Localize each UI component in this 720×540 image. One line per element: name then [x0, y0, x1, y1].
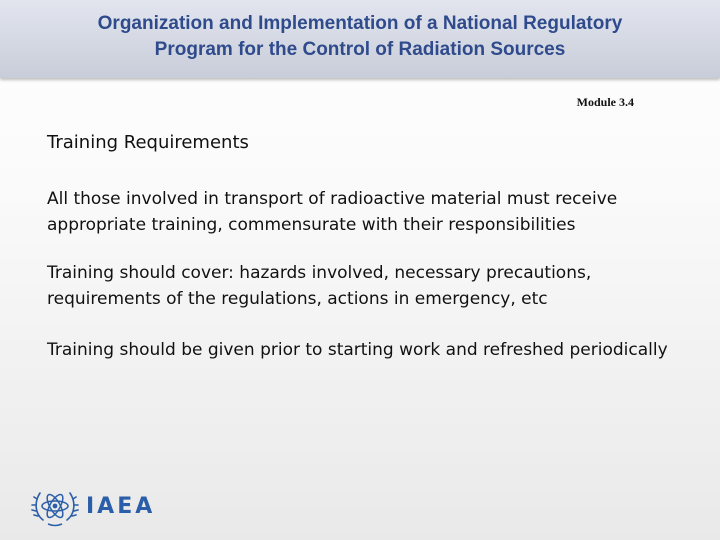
section-heading: Training Requirements	[47, 132, 249, 153]
iaea-atom-emblem-icon	[30, 484, 80, 528]
module-label: Module 3.4	[576, 95, 634, 109]
paragraph-training-topics: Training should cover: hazards involved, necessary precautions, requirements of the regulations, actions in emergency, etc	[47, 263, 592, 309]
title-bar	[0, 0, 720, 78]
paragraph-training-scope: All those involved in transport of radioactive material must receive appropriate training, commensurate with their responsibilities	[47, 189, 618, 235]
iaea-logo-text: IAEA	[86, 493, 156, 519]
iaea-logo	[30, 484, 155, 528]
paragraph-training-timing: Training should be given prior to starting work and refreshed periodically	[47, 340, 668, 360]
slide-title	[0, 11, 720, 63]
slide-title-line-2: Program for the Control of Radiation Sources	[154, 39, 566, 60]
slide-title-line-1: Organization and Implementation of a National Regulatory	[97, 13, 623, 34]
